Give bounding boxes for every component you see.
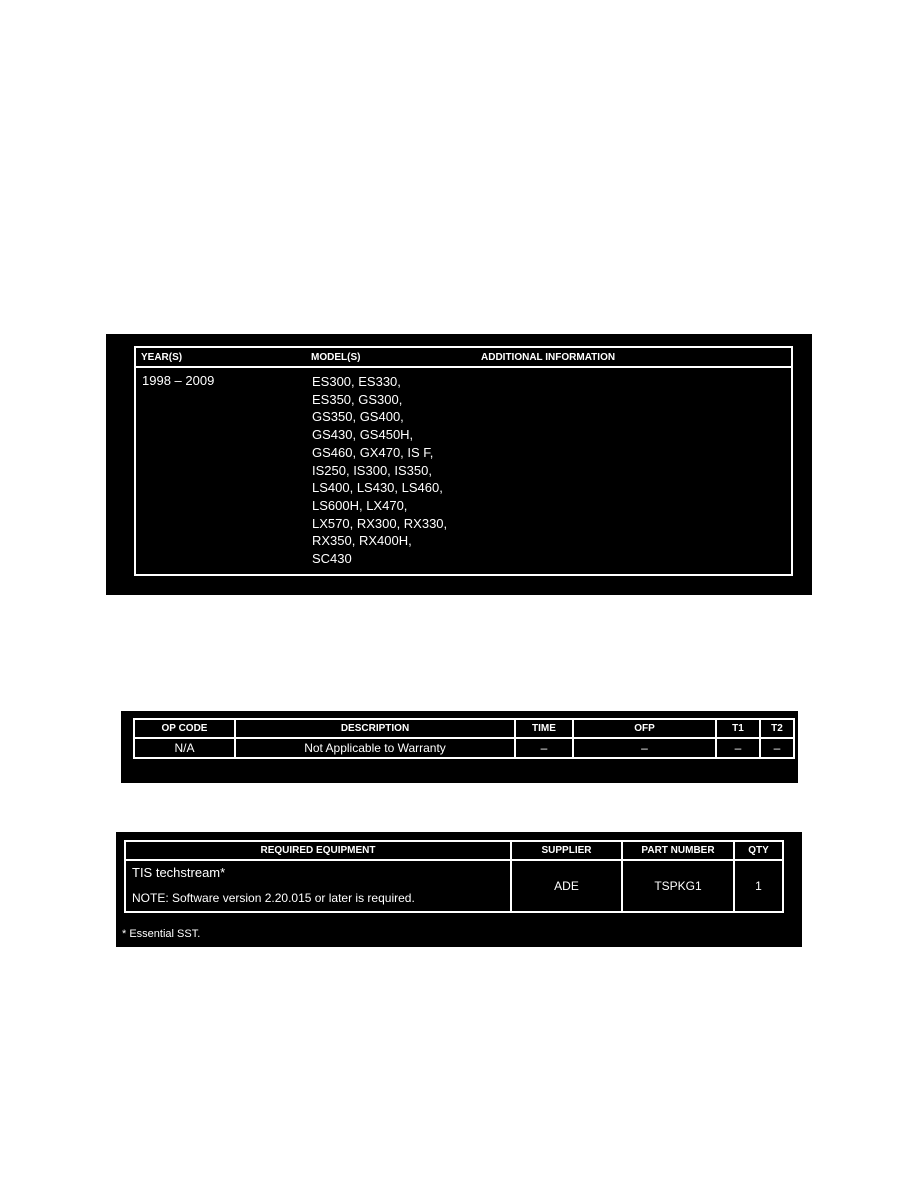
header-ofp: OFP <box>573 719 716 738</box>
cell-t1: – <box>716 738 760 758</box>
cell-description: Not Applicable to Warranty <box>235 738 515 758</box>
header-supplier: SUPPLIER <box>511 841 622 860</box>
cell-qty: 1 <box>734 860 783 912</box>
model-line: SC430 <box>312 551 352 567</box>
model-line: RX350, RX400H, <box>312 533 412 549</box>
warranty-table <box>133 718 795 759</box>
cell-ofp: – <box>573 738 716 758</box>
model-line: LX570, RX300, RX330, <box>312 515 448 531</box>
header-op-code: OP CODE <box>134 719 235 738</box>
table-row <box>134 738 794 758</box>
warranty-panel <box>121 711 798 783</box>
model-line: ES350, GS300, <box>312 391 403 407</box>
model-line: GS430, GS450H, <box>312 427 414 443</box>
applicability-frame <box>134 346 793 576</box>
required-equipment-table <box>124 840 784 913</box>
header-t2: T2 <box>760 719 794 738</box>
header-years: YEAR(S) <box>141 352 183 363</box>
model-line: GS350, GS400, <box>312 409 404 425</box>
equipment-panel <box>116 832 802 947</box>
cell-t2: – <box>760 738 794 758</box>
model-line: LS400, LS430, LS460, <box>312 480 443 496</box>
header-additional-info: ADDITIONAL INFORMATION <box>481 352 616 363</box>
footnote: * Essential SST. <box>122 928 201 940</box>
applicability-table <box>106 334 812 595</box>
model-line: IS250, IS300, IS350, <box>312 462 432 478</box>
header-qty: QTY <box>734 841 783 860</box>
model-list <box>312 373 447 568</box>
cell-time: – <box>515 738 573 758</box>
model-line: ES300, ES330, <box>312 374 401 389</box>
model-line: LS600H, LX470, <box>312 497 408 513</box>
header-time: TIME <box>515 719 573 738</box>
cell-equipment <box>125 860 511 912</box>
header-t1: T1 <box>716 719 760 738</box>
equipment-note: NOTE: Software version 2.20.015 or later is required. <box>132 891 415 905</box>
equipment-name: TIS techstream* <box>132 865 226 880</box>
warranty-header-row <box>134 719 794 738</box>
header-description: DESCRIPTION <box>235 719 515 738</box>
applicability-header-row <box>136 348 791 368</box>
equipment-header-row <box>125 841 783 860</box>
header-models: MODEL(S) <box>311 352 361 363</box>
table-row <box>125 860 783 912</box>
header-part-number: PART NUMBER <box>622 841 734 860</box>
cell-supplier: ADE <box>511 860 622 912</box>
cell-part-number: TSPKG1 <box>622 860 734 912</box>
year-range: 1998 – 2009 <box>142 373 215 388</box>
model-line: GS460, GX470, IS F, <box>312 444 434 460</box>
cell-op-code: N/A <box>134 738 235 758</box>
header-required-equipment: REQUIRED EQUIPMENT <box>125 841 511 860</box>
